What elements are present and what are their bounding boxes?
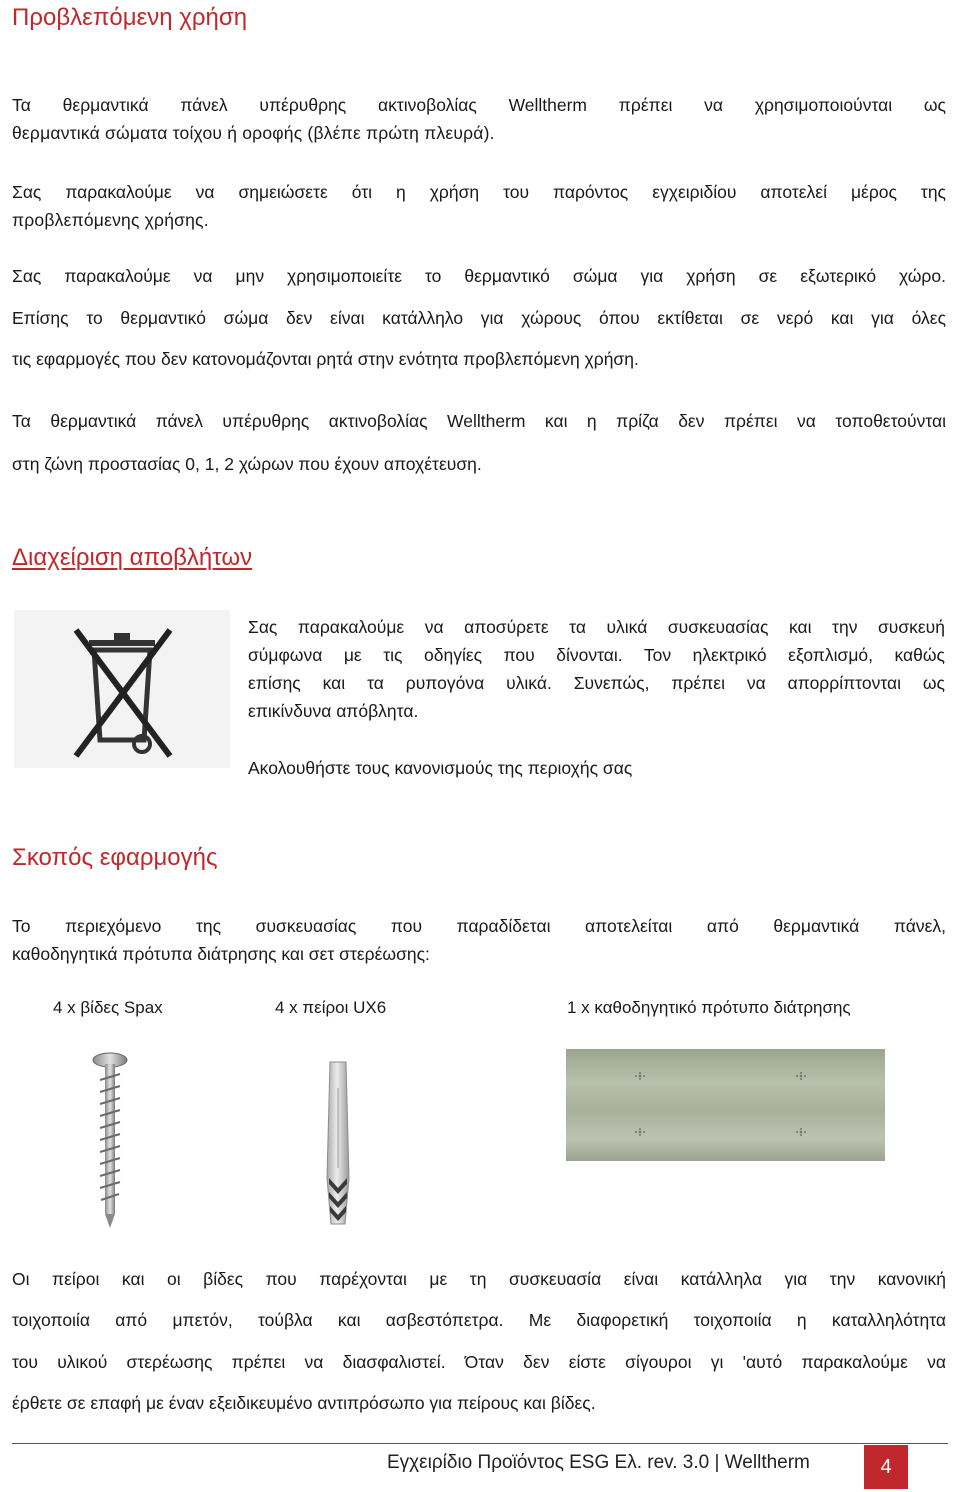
section-title-scope: Σκοπός εφαρμογής — [12, 844, 218, 871]
section-title-intended-use: Προβλεπόμενη χρήση — [12, 4, 248, 31]
fasteners-note-line2: τοιχοποιία από μπετόν, τούβλα και ασβεστόπετρα. Με διαφορετική τοιχοποιία η καταλληλότητα — [12, 1310, 946, 1330]
section-title-waste: Διαχείριση αποβλήτων — [12, 544, 253, 571]
intended-use-para4-line1: Επίσης το θερμαντικό σώμα δεν είναι κατάλληλο για χώρους όπου εκτίθεται σε νερό και για όλες — [12, 308, 946, 328]
waste-line4: επικίνδυνα απόβλητα. — [248, 701, 419, 721]
footer-document-title: Εγχειρίδιο Προϊόντος ESG Ελ. rev. 3.0 | Welltherm — [387, 1452, 810, 1473]
item-label-drilling-template: 1 x καθοδηγητικό πρότυπο διάτρησης — [567, 998, 851, 1017]
intended-use-para5-line1: Τα θερμαντικά πάνελ υπέρυθρης ακτινοβολίας Welltherm και η πρίζα δεν πρέπει να τοποθετούνται — [12, 411, 946, 431]
scope-line2: καθοδηγητικά πρότυπα διάτρησης και σετ στερέωσης: — [12, 944, 430, 964]
wall-plug-icon — [318, 1058, 358, 1228]
intended-use-para3: Σας παρακαλούμε να μην χρησιμοποιείτε το θερμαντικό σώμα για χρήση σε εξωτερικό χώρο. — [12, 266, 946, 286]
intended-use-para4-line2: τις εφαρμογές που δεν κατονομάζονται ρητά στην ενότητα προβλεπόμενη χρήση. — [12, 349, 639, 369]
crossed-out-wheelie-bin-icon — [14, 610, 230, 768]
intended-use-para1-line2: θερμαντικά σώματα τοίχου ή οροφής (βλέπε πρώτη πλευρά). — [12, 123, 495, 143]
footer-divider — [12, 1443, 948, 1444]
waste-line3: επίσης και τα ρυπογόνα υλικά. Συνεπώς, πρέπει να απορρίπτονται ως — [248, 673, 945, 693]
drilling-template-image — [566, 1049, 885, 1161]
screw-icon — [90, 1050, 130, 1230]
page-number-badge: 4 — [864, 1445, 908, 1489]
fasteners-note-line3: του υλικού στερέωσης πρέπει να διασφαλιστεί. Όταν δεν είστε σίγουροι γι 'αυτό παρακαλούμε να — [12, 1352, 946, 1372]
intended-use-para1-line1: Τα θερμαντικά πάνελ υπέρυθρης ακτινοβολίας Welltherm πρέπει να χρησιμοποιούνται ως — [12, 95, 946, 115]
item-label-screws: 4 x βίδες Spax — [53, 998, 163, 1017]
waste-line2: σύμφωνα με τις οδηγίες που δίνονται. Τον ηλεκτρικό εξοπλισμό, καθώς — [248, 645, 945, 665]
fasteners-note-line4: έρθετε σε επαφή με έναν εξειδικευμένο αντιπρόσωπο για πείρους και βίδες. — [12, 1393, 596, 1413]
scope-line1: Το περιεχόμενο της συσκευασίας που παραδίδεται αποτελείται από θερμαντικά πάνελ, — [12, 916, 946, 936]
fasteners-note-line1: Οι πείροι και οι βίδες που παρέχονται με τη συσκευασία είναι κατάλληλα για την κανονική — [12, 1269, 946, 1289]
waste-line1: Σας παρακαλούμε να αποσύρετε τα υλικά συσκευασίας και την συσκευή — [248, 617, 945, 637]
waste-follow-regulations: Ακολουθήστε τους κανονισμούς της περιοχής σας — [248, 758, 633, 778]
intended-use-para2-line2: προβλεπόμενης χρήσης. — [12, 210, 209, 230]
intended-use-para2-line1: Σας παρακαλούμε να σημειώσετε ότι η χρήση του παρόντος εγχειριδίου αποτελεί μέρος της — [12, 182, 946, 202]
intended-use-para5-line2: στη ζώνη προστασίας 0, 1, 2 χώρων που έχουν αποχέτευση. — [12, 454, 482, 474]
item-label-wall-plugs: 4 x πείροι UX6 — [275, 998, 387, 1017]
